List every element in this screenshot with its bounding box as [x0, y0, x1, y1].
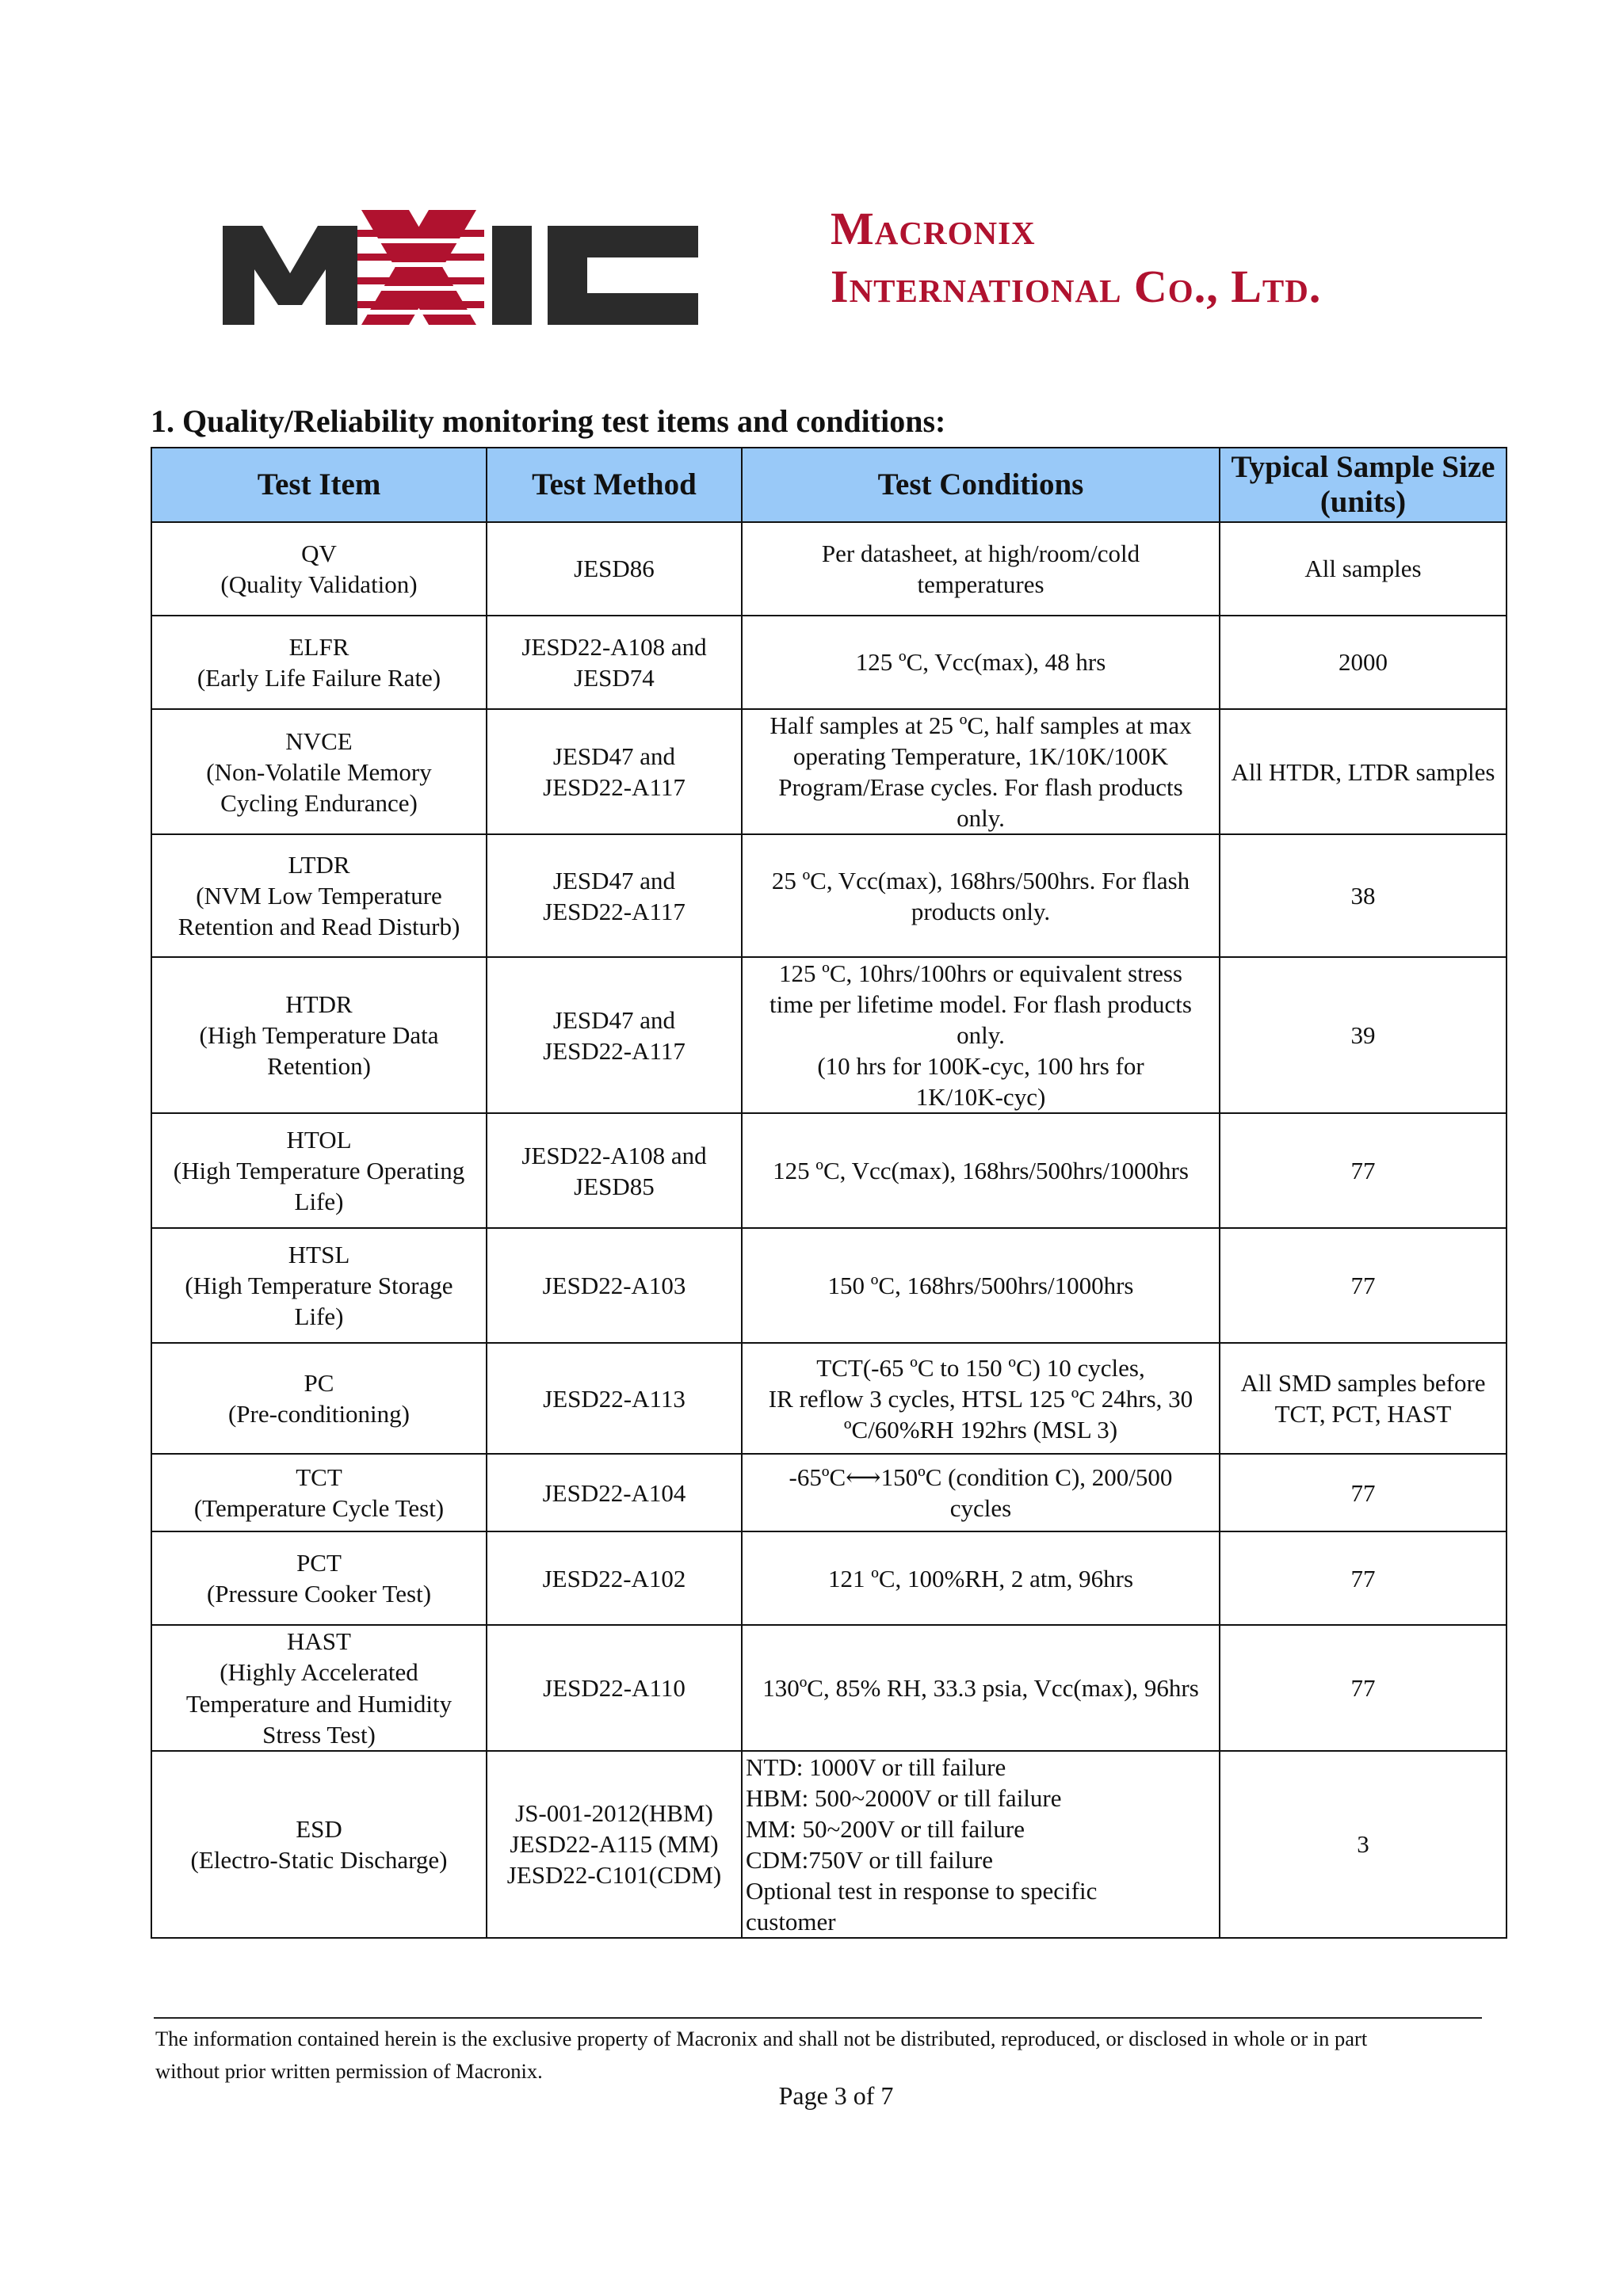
- cell-test-conditions-line: customer: [746, 1907, 836, 1936]
- cell-test-method-line: JESD22-A110: [543, 1673, 685, 1702]
- table-row: [151, 1625, 1507, 1750]
- cell-test-item-line: HTDR: [285, 990, 353, 1019]
- column-header-test-item: Test Item: [151, 448, 487, 522]
- cell-test-conditions: [742, 1625, 1220, 1750]
- cell-test-conditions-line: only.: [957, 804, 1005, 833]
- cell-test-conditions-line: CDM:750V or till failure: [746, 1845, 993, 1874]
- cell-test-conditions-line: Half samples at 25 ºC, half samples at max: [769, 711, 1192, 739]
- cell-test-conditions-line: cycles: [949, 1494, 1012, 1523]
- cell-sample-size-line: 77: [1350, 1673, 1376, 1702]
- cell-test-item: [151, 1113, 487, 1228]
- cell-test-item-line: (Quality Validation): [220, 570, 418, 598]
- cell-test-method-line: JESD47 and: [552, 866, 676, 894]
- mxic-logo: [211, 190, 726, 341]
- cell-sample-size: [1220, 957, 1507, 1113]
- cell-test-item-line: Retention and Read Disturb): [178, 913, 460, 941]
- cell-test-conditions-line: (10 hrs for 100K-cyc, 100 hrs for: [817, 1052, 1144, 1081]
- cell-test-method-line: JESD22-A115 (MM): [510, 1830, 719, 1859]
- cell-test-item-line: HTOL: [286, 1126, 352, 1154]
- cell-test-item-line: QV: [301, 539, 337, 567]
- cell-sample-size: [1220, 1343, 1507, 1454]
- cell-test-item-line: (Pressure Cooker Test): [206, 1580, 432, 1608]
- table-row: [151, 1454, 1507, 1531]
- table-row: [151, 1343, 1507, 1454]
- cell-sample-size: [1220, 522, 1507, 616]
- cell-test-item-line: PC: [304, 1369, 334, 1398]
- cell-test-item-line: ESD: [296, 1814, 342, 1843]
- cell-test-method: [487, 1751, 742, 1938]
- mxic-logo-graphic: [215, 194, 722, 337]
- cell-test-method-line: JS-001-2012(HBM): [515, 1799, 713, 1828]
- cell-test-conditions: [742, 1531, 1220, 1625]
- cell-test-conditions-line: NTD: 1000V or till failure: [746, 1753, 1006, 1781]
- cell-test-item: [151, 522, 487, 616]
- cell-sample-size: [1220, 1228, 1507, 1343]
- cell-test-conditions-line: Program/Erase cycles. For flash products: [778, 773, 1183, 802]
- cell-sample-size: [1220, 1454, 1507, 1531]
- cell-test-method: [487, 522, 742, 616]
- cell-test-item-line: (High Temperature Data: [199, 1021, 439, 1050]
- cell-test-item: [151, 957, 487, 1113]
- column-header-test-conditions: Test Conditions: [742, 448, 1220, 522]
- cell-test-conditions-line: 1K/10K-cyc): [915, 1083, 1046, 1112]
- cell-test-conditions-line: Per datasheet, at high/room/cold: [821, 539, 1140, 567]
- cell-test-item-line: (High Temperature Storage: [185, 1272, 453, 1300]
- cell-test-item: [151, 1343, 487, 1454]
- cell-test-conditions-line: 130ºC, 85% RH, 33.3 psia, Vcc(max), 96hrs: [762, 1673, 1199, 1702]
- cell-test-item: [151, 1454, 487, 1531]
- cell-test-method: [487, 1343, 742, 1454]
- company-name-line1: Macronix: [831, 203, 1036, 254]
- table-row: [151, 709, 1507, 834]
- column-header-test-method: Test Method: [487, 448, 742, 522]
- cell-test-item-line: TCT: [296, 1463, 342, 1492]
- cell-test-method: [487, 1228, 742, 1343]
- table-row: [151, 834, 1507, 957]
- table-row: [151, 522, 1507, 616]
- cell-test-item-line: ELFR: [288, 632, 349, 661]
- cell-sample-size-line: TCT, PCT, HAST: [1274, 1400, 1452, 1428]
- page-number: Page 3 of 7: [778, 2081, 894, 2110]
- confidentiality-note-line2: without prior written permission of Macronix.: [155, 2059, 543, 2084]
- table-row: [151, 1531, 1507, 1625]
- company-header: [204, 178, 1441, 357]
- cell-sample-size: [1220, 1531, 1507, 1625]
- cell-test-conditions-line: time per lifetime model. For flash products: [769, 990, 1192, 1019]
- cell-sample-size-line: All HTDR, LTDR samples: [1231, 757, 1495, 786]
- table-row: [151, 1751, 1507, 1938]
- cell-test-item-line: (Pre-conditioning): [227, 1400, 410, 1428]
- cell-test-method: [487, 1454, 742, 1531]
- cell-test-item-line: Life): [294, 1302, 344, 1331]
- cell-test-item-line: (Temperature Cycle Test): [193, 1494, 445, 1523]
- confidentiality-note-line1: The information contained herein is the exclusive property of Macronix and shall not be distributed, reproduced, or disclosed in whole or in part: [155, 2027, 1368, 2050]
- cell-test-conditions: [742, 1113, 1220, 1228]
- cell-sample-size: [1220, 1625, 1507, 1750]
- cell-test-conditions-line: Optional test in response to specific: [746, 1876, 1098, 1905]
- cell-sample-size-line: 3: [1357, 1830, 1369, 1859]
- cell-test-method-line: JESD47 and: [552, 1005, 676, 1034]
- section-title: 1. Quality/Reliability monitoring test items and conditions:: [151, 403, 946, 439]
- cell-test-method: [487, 957, 742, 1113]
- cell-test-conditions-line: 125 ºC, Vcc(max), 48 hrs: [855, 648, 1106, 677]
- cell-test-item-line: Stress Test): [262, 1720, 376, 1749]
- cell-test-method: [487, 616, 742, 709]
- table-row: [151, 1228, 1507, 1343]
- confidentiality-note: [155, 2023, 1503, 2088]
- cell-test-conditions: [742, 709, 1220, 834]
- table-header-row: [151, 448, 1507, 522]
- cell-test-conditions-line: 150 ºC, 168hrs/500hrs/1000hrs: [827, 1272, 1134, 1300]
- table-row: [151, 1113, 1507, 1228]
- cell-test-method-line: JESD22-A113: [543, 1384, 685, 1413]
- cell-test-conditions-line: ºC/60%RH 192hrs (MSL 3): [843, 1415, 1118, 1444]
- cell-test-conditions-line: 25 ºC, Vcc(max), 168hrs/500hrs. For flash: [771, 866, 1190, 894]
- cell-test-item: [151, 1751, 487, 1938]
- cell-test-method-line: JESD74: [574, 664, 655, 692]
- cell-test-method-line: JESD85: [574, 1172, 655, 1200]
- cell-test-item: [151, 1228, 487, 1343]
- cell-sample-size: [1220, 709, 1507, 834]
- cell-test-item-line: PCT: [296, 1549, 342, 1577]
- cell-test-item: [151, 616, 487, 709]
- cell-test-item-line: (Non-Volatile Memory: [206, 757, 432, 786]
- cell-test-item-line: (Highly Accelerated: [220, 1658, 418, 1687]
- cell-sample-size-line: 77: [1350, 1272, 1376, 1300]
- cell-test-method-line: JESD22-A108 and: [521, 1141, 707, 1169]
- cell-test-item: [151, 709, 487, 834]
- cell-sample-size: [1220, 834, 1507, 957]
- cell-test-method-line: JESD22-A117: [543, 773, 685, 802]
- cell-test-method-line: JESD22-A117: [543, 1036, 685, 1065]
- footer-divider: [154, 2017, 1482, 2019]
- cell-sample-size: [1220, 1751, 1507, 1938]
- cell-test-conditions-line: -65ºC⟷150ºC (condition C), 200/500: [789, 1463, 1173, 1492]
- column-header-sample-size: Typical Sample Size (units): [1220, 448, 1507, 522]
- cell-sample-size: [1220, 616, 1507, 709]
- cell-test-item-line: Life): [294, 1188, 344, 1216]
- cell-test-method: [487, 1531, 742, 1625]
- company-name-line2: International Co., Ltd.: [831, 260, 1322, 312]
- cell-test-method-line: JESD22-A117: [543, 897, 685, 925]
- cell-test-method-line: JESD22-A103: [542, 1272, 686, 1300]
- company-name: [831, 200, 1321, 315]
- cell-sample-size: [1220, 1113, 1507, 1228]
- cell-test-conditions: [742, 957, 1220, 1113]
- cell-test-item-line: HTSL: [288, 1241, 350, 1269]
- cell-test-conditions: [742, 1343, 1220, 1454]
- cell-test-conditions-line: products only.: [911, 897, 1051, 925]
- cell-sample-size-line: 39: [1350, 1021, 1376, 1050]
- cell-test-item-line: (NVM Low Temperature: [196, 882, 442, 910]
- cell-test-method-line: JESD22-A104: [542, 1478, 686, 1507]
- cell-test-conditions: [742, 522, 1220, 616]
- cell-test-conditions-line: TCT(-65 ºC to 150 ºC) 10 cycles,: [816, 1353, 1145, 1382]
- table-row: [151, 616, 1507, 709]
- cell-test-conditions: [742, 1228, 1220, 1343]
- cell-test-method-line: JESD22-A102: [542, 1564, 686, 1592]
- cell-test-item-line: Temperature and Humidity: [185, 1689, 453, 1718]
- cell-test-conditions-line: 125 ºC, 10hrs/100hrs or equivalent stress: [778, 959, 1182, 988]
- cell-test-item-line: Cycling Endurance): [220, 788, 418, 817]
- cell-test-item-line: (High Temperature Operating: [173, 1157, 465, 1185]
- cell-test-conditions-line: 121 ºC, 100%RH, 2 atm, 96hrs: [827, 1564, 1134, 1592]
- cell-test-conditions-line: only.: [957, 1021, 1005, 1050]
- cell-test-conditions-line: IR reflow 3 cycles, HTSL 125 ºC 24hrs, 30: [768, 1384, 1193, 1413]
- cell-test-conditions: [742, 834, 1220, 957]
- cell-test-method-line: JESD22-C101(CDM): [506, 1861, 722, 1890]
- test-items-table: [151, 447, 1507, 1939]
- cell-test-item-line: HAST: [287, 1627, 351, 1656]
- cell-sample-size-line: 77: [1350, 1478, 1376, 1507]
- cell-test-conditions-line: 125 ºC, Vcc(max), 168hrs/500hrs/1000hrs: [773, 1157, 1189, 1185]
- cell-test-conditions: [742, 616, 1220, 709]
- cell-sample-size-line: 77: [1350, 1564, 1376, 1592]
- cell-sample-size-line: 38: [1350, 882, 1376, 910]
- cell-sample-size-line: All SMD samples before: [1240, 1369, 1486, 1398]
- cell-test-method-line: JESD22-A108 and: [521, 632, 707, 661]
- cell-test-method: [487, 834, 742, 957]
- cell-test-item-line: NVCE: [285, 727, 353, 755]
- cell-sample-size-line: 2000: [1338, 648, 1388, 677]
- cell-test-item-line: (Early Life Failure Rate): [197, 664, 441, 692]
- cell-sample-size-line: All samples: [1304, 555, 1422, 583]
- cell-test-conditions: [742, 1751, 1220, 1938]
- table-row: [151, 957, 1507, 1113]
- cell-test-item: [151, 834, 487, 957]
- cell-test-method-line: JESD47 and: [552, 742, 676, 771]
- cell-test-conditions-line: temperatures: [917, 570, 1044, 598]
- cell-test-conditions-line: MM: 50~200V or till failure: [746, 1814, 1025, 1843]
- cell-test-item: [151, 1625, 487, 1750]
- cell-test-item-line: Retention): [267, 1052, 371, 1081]
- cell-test-conditions: [742, 1454, 1220, 1531]
- cell-test-method: [487, 1113, 742, 1228]
- table-body: [151, 522, 1507, 1938]
- cell-test-method: [487, 709, 742, 834]
- cell-test-item: [151, 1531, 487, 1625]
- cell-test-conditions-line: operating Temperature, 1K/10K/100K: [792, 742, 1169, 771]
- cell-test-item-line: LTDR: [288, 851, 350, 879]
- cell-test-conditions-line: HBM: 500~2000V or till failure: [746, 1783, 1062, 1812]
- cell-sample-size-line: 77: [1350, 1157, 1376, 1185]
- cell-test-method: [487, 1625, 742, 1750]
- cell-test-method-line: JESD86: [574, 555, 655, 583]
- cell-test-item-line: (Electro-Static Discharge): [190, 1845, 448, 1874]
